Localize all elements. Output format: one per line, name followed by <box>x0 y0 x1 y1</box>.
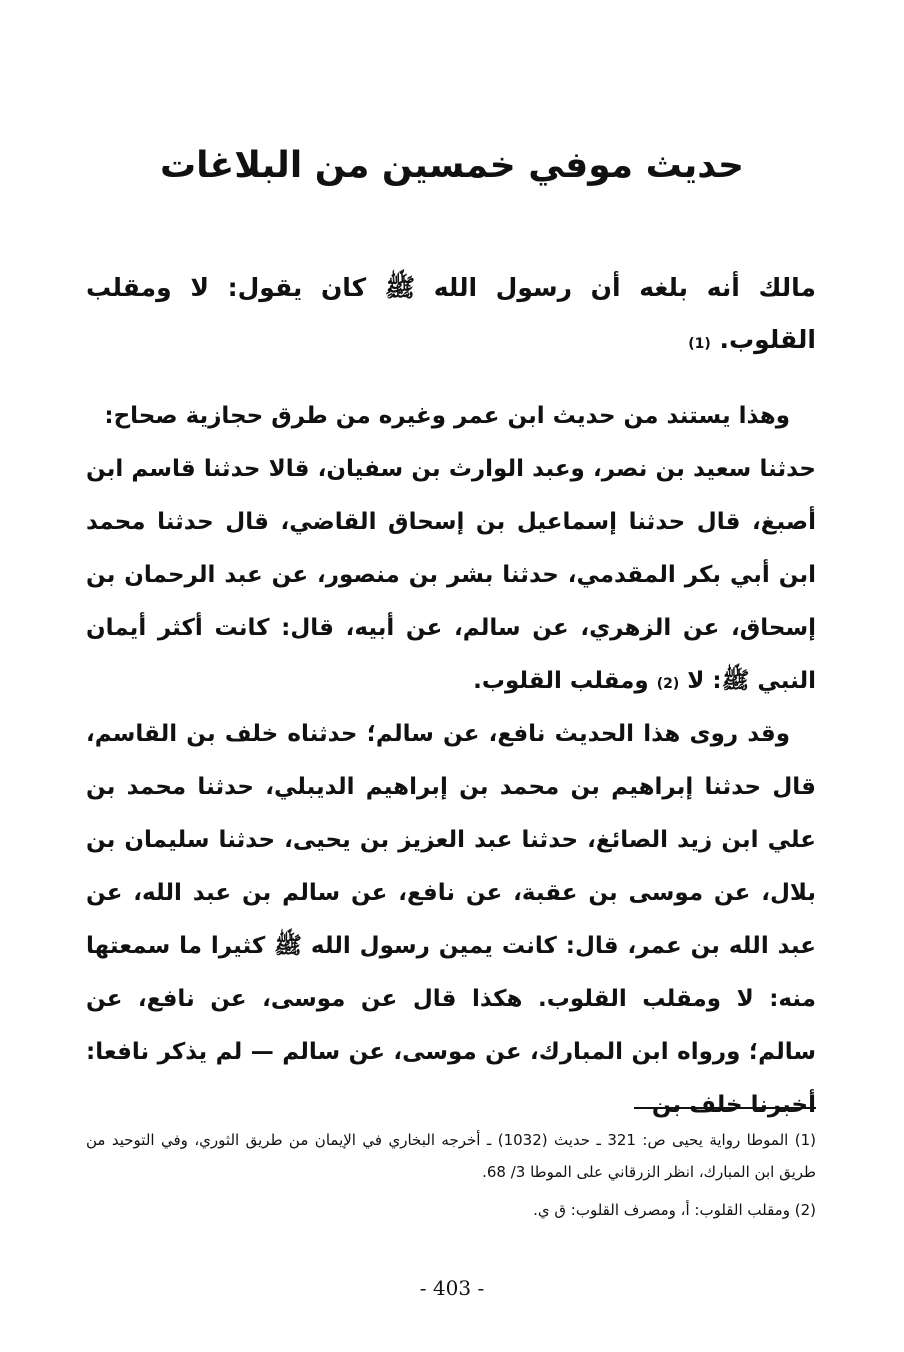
footnote-separator <box>634 1107 816 1109</box>
paragraph-lead: حدثنا سعيد بن نصر، وعبد الوارث بن سفيان، قالا حدثنا قاسم ابن أصبغ، قال حدثنا إسماعيل بن إسحاق القاضي، قال حدثنا محمد ابن أبي بكر المقدمي، حدثنا بشر بن منصور، عن عبد الرحمان بن إسحاق، عن الزهري، عن سالم، عن أبيه، قال: كانت أكثر أيمان النبي ﷺ: لا <box>86 456 816 694</box>
intro-text: مالك أنه بلغه أن رسول الله ﷺ كان يقول: لا ومقلب القلوب. <box>86 273 816 354</box>
isnad-paragraph-2 <box>86 708 816 1132</box>
footnote-2: (2) ومقلب القلوب: أ، ومصرف القلوب: ق ي. <box>533 1201 816 1219</box>
isnad-paragraph-1 <box>86 390 816 711</box>
paragraph-opening-line: وهذا يستند من حديث ابن عمر وغيره من طرق حجازية صحاح: <box>104 403 790 429</box>
footnote-ref-2: (2) <box>656 676 680 692</box>
footnote-ref-1: (1) <box>688 336 711 352</box>
footnote-1: (1) الموطا رواية يحيى ص: 321 ـ حديث (1032) ـ أخرجه البخاري في الإيمان من طريق الثوري، وفي التوحيد من طريق ابن المبارك، انظر الزرقاني على الموطا 3/ 68. <box>86 1131 816 1181</box>
intro-paragraph <box>86 262 816 370</box>
page-number: - 403 - <box>419 1276 485 1300</box>
paragraph-text: وقد روى هذا الحديث نافع، عن سالم؛ حدثناه خلف بن القاسم، قال حدثنا إبراهيم بن محمد بن إبراهيم الديبلي، حدثنا محمد بن علي ابن زيد الصائغ، حدثنا عبد العزيز بن يحيى، حدثنا سليمان بن بلال، عن موسى بن عقبة، عن نافع، عن سالم بن عبد الله، عن عبد الله بن عمر، قال: كانت يمين رسول الله ﷺ كثيرا ما سمعتها منه: لا ومقلب القلوب. هكذا قال عن موسى، عن نافع، عن سالم؛ ورواه ابن المبارك، عن موسى، عن سالم — لم يذكر نافعا: أخبرنا خلف بن <box>86 721 816 1118</box>
footnotes <box>86 1124 816 1232</box>
chapter-title: حديث موفي خمسين من البلاغات <box>159 145 744 186</box>
paragraph-tail: ومقلب القلوب. <box>473 668 649 694</box>
